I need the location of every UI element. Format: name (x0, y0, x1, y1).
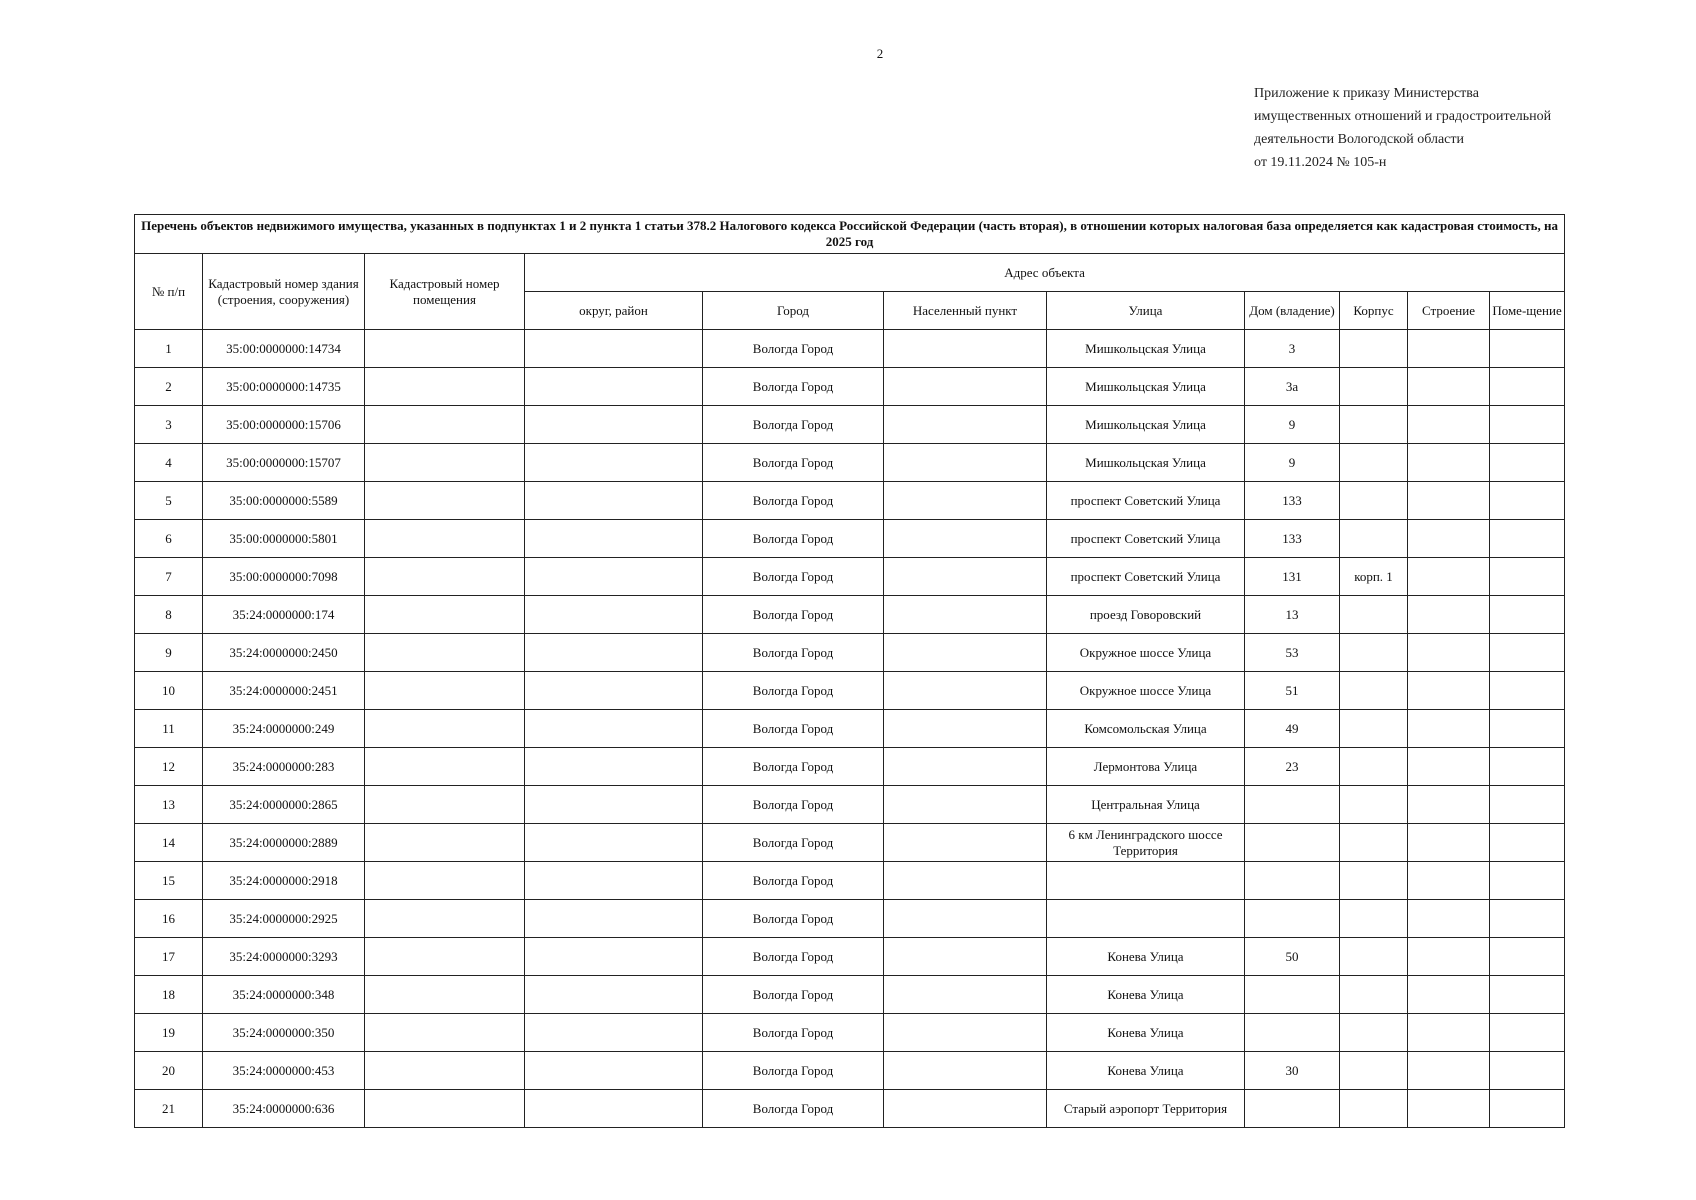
cell-stroenie (1408, 596, 1490, 634)
cell-street: Мишкольцская Улица (1047, 368, 1245, 406)
cell-stroenie (1408, 368, 1490, 406)
cell-premise-cadastral (365, 1090, 525, 1128)
cell-street (1047, 862, 1245, 900)
table-row (135, 520, 1565, 558)
cell-korpus: корп. 1 (1340, 558, 1408, 596)
cell-locality (884, 634, 1047, 672)
cell-building-cadastral: 35:24:0000000:2450 (203, 634, 365, 672)
cell-locality (884, 368, 1047, 406)
cell-stroenie (1408, 520, 1490, 558)
cell-building-cadastral: 35:24:0000000:350 (203, 1014, 365, 1052)
table-row (135, 558, 1565, 596)
cell-premise-cadastral (365, 748, 525, 786)
cell-city: Вологда Город (703, 634, 884, 672)
table-body (135, 330, 1565, 1128)
appendix-line: Приложение к приказу Министерства (1254, 86, 1479, 101)
cell-street (1047, 900, 1245, 938)
cell-premise-cadastral (365, 596, 525, 634)
cell-locality (884, 862, 1047, 900)
cell-locality (884, 710, 1047, 748)
cell-locality (884, 748, 1047, 786)
cell-street: Центральная Улица (1047, 786, 1245, 824)
cell-korpus (1340, 1052, 1408, 1090)
table-row (135, 900, 1565, 938)
cell-stroenie (1408, 1052, 1490, 1090)
cell-street: проспект Советский Улица (1047, 558, 1245, 596)
cell-num: 18 (135, 976, 203, 1014)
cell-district (525, 710, 703, 748)
cell-premise-cadastral (365, 1052, 525, 1090)
table-row (135, 444, 1565, 482)
cell-num: 21 (135, 1090, 203, 1128)
cell-street: Конева Улица (1047, 976, 1245, 1014)
cell-num: 20 (135, 1052, 203, 1090)
cell-num: 15 (135, 862, 203, 900)
cell-stroenie (1408, 976, 1490, 1014)
cell-building-cadastral: 35:24:0000000:2918 (203, 862, 365, 900)
cell-street: Мишкольцская Улица (1047, 444, 1245, 482)
appendix-line: имущественных отношений и градостроительной (1254, 109, 1552, 124)
cell-pomeshchenie (1490, 710, 1565, 748)
cell-locality (884, 786, 1047, 824)
cell-city: Вологда Город (703, 938, 884, 976)
cell-house: 9 (1245, 444, 1340, 482)
header-stroenie: Строение (1408, 292, 1490, 330)
cell-district (525, 786, 703, 824)
header-address: Адрес объекта (525, 254, 1565, 292)
cell-pomeshchenie (1490, 900, 1565, 938)
cell-house: 49 (1245, 710, 1340, 748)
cell-district (525, 368, 703, 406)
cell-city: Вологда Город (703, 786, 884, 824)
cell-house (1245, 976, 1340, 1014)
table-row (135, 634, 1565, 672)
cell-locality (884, 976, 1047, 1014)
cell-district (525, 862, 703, 900)
table-row (135, 1014, 1565, 1052)
cell-korpus (1340, 976, 1408, 1014)
cell-korpus (1340, 862, 1408, 900)
table-row (135, 596, 1565, 634)
cell-korpus (1340, 748, 1408, 786)
cell-building-cadastral: 35:00:0000000:5801 (203, 520, 365, 558)
cell-korpus (1340, 786, 1408, 824)
page-number: 2 (876, 46, 884, 61)
cell-house (1245, 1090, 1340, 1128)
cell-street: проспект Советский Улица (1047, 482, 1245, 520)
cell-city: Вологда Город (703, 444, 884, 482)
cell-premise-cadastral (365, 482, 525, 520)
cell-premise-cadastral (365, 710, 525, 748)
cell-house: 51 (1245, 672, 1340, 710)
table-row (135, 330, 1565, 368)
cell-stroenie (1408, 330, 1490, 368)
cell-house (1245, 900, 1340, 938)
cell-locality (884, 900, 1047, 938)
cell-num: 2 (135, 368, 203, 406)
appendix-note (1254, 82, 1551, 174)
cell-korpus (1340, 406, 1408, 444)
table-row (135, 748, 1565, 786)
cell-street: Конева Улица (1047, 938, 1245, 976)
cell-house: 50 (1245, 938, 1340, 976)
cell-stroenie (1408, 444, 1490, 482)
cell-pomeshchenie (1490, 558, 1565, 596)
cell-premise-cadastral (365, 672, 525, 710)
appendix-line: от 19.11.2024 № 105-н (1254, 155, 1387, 170)
cell-stroenie (1408, 900, 1490, 938)
cell-premise-cadastral (365, 634, 525, 672)
cell-street: Мишкольцская Улица (1047, 330, 1245, 368)
cell-city: Вологда Город (703, 976, 884, 1014)
cell-stroenie (1408, 748, 1490, 786)
cell-pomeshchenie (1490, 1052, 1565, 1090)
cell-num: 14 (135, 824, 203, 862)
cell-stroenie (1408, 824, 1490, 862)
table-row (135, 976, 1565, 1014)
cell-district (525, 330, 703, 368)
cell-premise-cadastral (365, 444, 525, 482)
cell-house (1245, 824, 1340, 862)
cell-num: 1 (135, 330, 203, 368)
table-row (135, 406, 1565, 444)
cell-locality (884, 1090, 1047, 1128)
cell-num: 9 (135, 634, 203, 672)
cell-premise-cadastral (365, 786, 525, 824)
cell-street: проспект Советский Улица (1047, 520, 1245, 558)
header-house: Дом (владение) (1245, 292, 1340, 330)
table-row (135, 1090, 1565, 1128)
cell-district (525, 938, 703, 976)
table-row (135, 368, 1565, 406)
cell-street: Конева Улица (1047, 1052, 1245, 1090)
cell-house: 133 (1245, 520, 1340, 558)
cell-house: 3а (1245, 368, 1340, 406)
cell-num: 13 (135, 786, 203, 824)
cell-korpus (1340, 710, 1408, 748)
cell-pomeshchenie (1490, 672, 1565, 710)
cell-street: Комсомольская Улица (1047, 710, 1245, 748)
cell-premise-cadastral (365, 368, 525, 406)
cell-pomeshchenie (1490, 368, 1565, 406)
cell-building-cadastral: 35:00:0000000:5589 (203, 482, 365, 520)
header-korpus: Корпус (1340, 292, 1408, 330)
cell-stroenie (1408, 406, 1490, 444)
cell-premise-cadastral (365, 406, 525, 444)
cell-korpus (1340, 444, 1408, 482)
cell-premise-cadastral (365, 862, 525, 900)
cell-locality (884, 444, 1047, 482)
table-row (135, 824, 1565, 862)
cell-city: Вологда Город (703, 824, 884, 862)
cell-korpus (1340, 330, 1408, 368)
cell-num: 10 (135, 672, 203, 710)
cell-stroenie (1408, 558, 1490, 596)
cell-city: Вологда Город (703, 1090, 884, 1128)
cell-stroenie (1408, 862, 1490, 900)
cell-num: 8 (135, 596, 203, 634)
cell-stroenie (1408, 672, 1490, 710)
cell-district (525, 1014, 703, 1052)
table-row (135, 482, 1565, 520)
cell-building-cadastral: 35:24:0000000:174 (203, 596, 365, 634)
cell-locality (884, 824, 1047, 862)
cell-korpus (1340, 824, 1408, 862)
cell-district (525, 444, 703, 482)
cell-num: 11 (135, 710, 203, 748)
cell-locality (884, 330, 1047, 368)
table-row (135, 710, 1565, 748)
cell-stroenie (1408, 786, 1490, 824)
cell-city: Вологда Город (703, 482, 884, 520)
cell-street: Лермонтова Улица (1047, 748, 1245, 786)
cell-house: 13 (1245, 596, 1340, 634)
header-city: Город (703, 292, 884, 330)
cell-premise-cadastral (365, 520, 525, 558)
cell-locality (884, 1052, 1047, 1090)
cell-city: Вологда Город (703, 672, 884, 710)
cell-korpus (1340, 520, 1408, 558)
cell-pomeshchenie (1490, 330, 1565, 368)
header-street: Улица (1047, 292, 1245, 330)
header-num: № п/п (135, 254, 203, 330)
cell-district (525, 634, 703, 672)
cell-street: Мишкольцская Улица (1047, 406, 1245, 444)
cell-premise-cadastral (365, 900, 525, 938)
cell-city: Вологда Город (703, 1052, 884, 1090)
cell-house (1245, 786, 1340, 824)
cell-house (1245, 862, 1340, 900)
table-row (135, 786, 1565, 824)
cell-premise-cadastral (365, 824, 525, 862)
cell-house: 3 (1245, 330, 1340, 368)
cell-building-cadastral: 35:24:0000000:348 (203, 976, 365, 1014)
cell-building-cadastral: 35:00:0000000:14734 (203, 330, 365, 368)
cell-korpus (1340, 938, 1408, 976)
cell-district (525, 406, 703, 444)
cell-city: Вологда Город (703, 710, 884, 748)
cell-locality (884, 596, 1047, 634)
cell-num: 16 (135, 900, 203, 938)
cell-num: 5 (135, 482, 203, 520)
cell-building-cadastral: 35:00:0000000:14735 (203, 368, 365, 406)
cell-district (525, 1052, 703, 1090)
cell-stroenie (1408, 482, 1490, 520)
cell-korpus (1340, 482, 1408, 520)
cell-city: Вологда Город (703, 330, 884, 368)
property-register-table (134, 214, 1565, 1128)
cell-district (525, 976, 703, 1014)
cell-house: 23 (1245, 748, 1340, 786)
cell-district (525, 596, 703, 634)
cell-locality (884, 672, 1047, 710)
cell-korpus (1340, 368, 1408, 406)
cell-street: Окружное шоссе Улица (1047, 634, 1245, 672)
cell-building-cadastral: 35:24:0000000:3293 (203, 938, 365, 976)
cell-stroenie (1408, 710, 1490, 748)
table-row (135, 862, 1565, 900)
cell-house: 131 (1245, 558, 1340, 596)
cell-street: 6 км Ленинградского шоссе Территория (1047, 824, 1245, 862)
cell-building-cadastral: 35:24:0000000:2451 (203, 672, 365, 710)
cell-stroenie (1408, 1090, 1490, 1128)
cell-pomeshchenie (1490, 1014, 1565, 1052)
cell-building-cadastral: 35:00:0000000:7098 (203, 558, 365, 596)
cell-locality (884, 482, 1047, 520)
cell-premise-cadastral (365, 1014, 525, 1052)
cell-house (1245, 1014, 1340, 1052)
cell-num: 19 (135, 1014, 203, 1052)
cell-house: 53 (1245, 634, 1340, 672)
header-premise-cadastral: Кадастровый номер помещения (365, 254, 525, 330)
cell-pomeshchenie (1490, 406, 1565, 444)
cell-locality (884, 1014, 1047, 1052)
cell-building-cadastral: 35:24:0000000:283 (203, 748, 365, 786)
cell-city: Вологда Город (703, 900, 884, 938)
cell-building-cadastral: 35:24:0000000:2889 (203, 824, 365, 862)
cell-building-cadastral: 35:24:0000000:453 (203, 1052, 365, 1090)
cell-building-cadastral: 35:24:0000000:2865 (203, 786, 365, 824)
cell-city: Вологда Город (703, 406, 884, 444)
cell-street: Старый аэропорт Территория (1047, 1090, 1245, 1128)
cell-district (525, 482, 703, 520)
cell-pomeshchenie (1490, 634, 1565, 672)
cell-locality (884, 938, 1047, 976)
cell-korpus (1340, 900, 1408, 938)
cell-pomeshchenie (1490, 520, 1565, 558)
header-locality: Населенный пункт (884, 292, 1047, 330)
table-row (135, 672, 1565, 710)
header-district: округ, район (525, 292, 703, 330)
cell-district (525, 558, 703, 596)
cell-pomeshchenie (1490, 444, 1565, 482)
cell-district (525, 824, 703, 862)
cell-korpus (1340, 596, 1408, 634)
header-pomeshchenie: Поме-щение (1490, 292, 1565, 330)
cell-premise-cadastral (365, 976, 525, 1014)
cell-house: 30 (1245, 1052, 1340, 1090)
table-row (135, 1052, 1565, 1090)
cell-house: 133 (1245, 482, 1340, 520)
cell-korpus (1340, 634, 1408, 672)
cell-building-cadastral: 35:24:0000000:636 (203, 1090, 365, 1128)
cell-pomeshchenie (1490, 1090, 1565, 1128)
cell-num: 6 (135, 520, 203, 558)
cell-pomeshchenie (1490, 596, 1565, 634)
cell-premise-cadastral (365, 558, 525, 596)
cell-korpus (1340, 672, 1408, 710)
cell-locality (884, 406, 1047, 444)
cell-building-cadastral: 35:24:0000000:249 (203, 710, 365, 748)
cell-korpus (1340, 1090, 1408, 1128)
appendix-line: деятельности Вологодской области (1254, 132, 1464, 147)
cell-house: 9 (1245, 406, 1340, 444)
cell-city: Вологда Город (703, 558, 884, 596)
table-row (135, 938, 1565, 976)
cell-pomeshchenie (1490, 976, 1565, 1014)
cell-city: Вологда Город (703, 862, 884, 900)
cell-street: проезд Говоровский (1047, 596, 1245, 634)
cell-building-cadastral: 35:00:0000000:15706 (203, 406, 365, 444)
cell-district (525, 748, 703, 786)
table-title: Перечень объектов недвижимого имущества, указанных в подпунктах 1 и 2 пункта 1 статьи 378.2 Налогового кодекса Российской Федерации (часть вторая), в отношении которых налоговая база определяется как кадастровая стоимость, на 2025 год (135, 215, 1565, 254)
cell-district (525, 900, 703, 938)
cell-num: 17 (135, 938, 203, 976)
cell-city: Вологда Город (703, 748, 884, 786)
cell-num: 3 (135, 406, 203, 444)
cell-pomeshchenie (1490, 786, 1565, 824)
cell-num: 12 (135, 748, 203, 786)
cell-building-cadastral: 35:24:0000000:2925 (203, 900, 365, 938)
cell-pomeshchenie (1490, 862, 1565, 900)
cell-city: Вологда Город (703, 520, 884, 558)
header-building-cadastral: Кадастровый номер здания (строения, сооружения) (203, 254, 365, 330)
cell-premise-cadastral (365, 330, 525, 368)
cell-pomeshchenie (1490, 482, 1565, 520)
cell-street: Окружное шоссе Улица (1047, 672, 1245, 710)
cell-district (525, 672, 703, 710)
cell-stroenie (1408, 634, 1490, 672)
cell-district (525, 1090, 703, 1128)
cell-stroenie (1408, 938, 1490, 976)
cell-num: 4 (135, 444, 203, 482)
cell-locality (884, 520, 1047, 558)
cell-locality (884, 558, 1047, 596)
cell-district (525, 520, 703, 558)
cell-city: Вологда Город (703, 1014, 884, 1052)
cell-building-cadastral: 35:00:0000000:15707 (203, 444, 365, 482)
cell-stroenie (1408, 1014, 1490, 1052)
cell-korpus (1340, 1014, 1408, 1052)
cell-pomeshchenie (1490, 824, 1565, 862)
cell-pomeshchenie (1490, 938, 1565, 976)
cell-city: Вологда Город (703, 596, 884, 634)
cell-pomeshchenie (1490, 748, 1565, 786)
cell-city: Вологда Город (703, 368, 884, 406)
cell-num: 7 (135, 558, 203, 596)
cell-premise-cadastral (365, 938, 525, 976)
cell-street: Конева Улица (1047, 1014, 1245, 1052)
